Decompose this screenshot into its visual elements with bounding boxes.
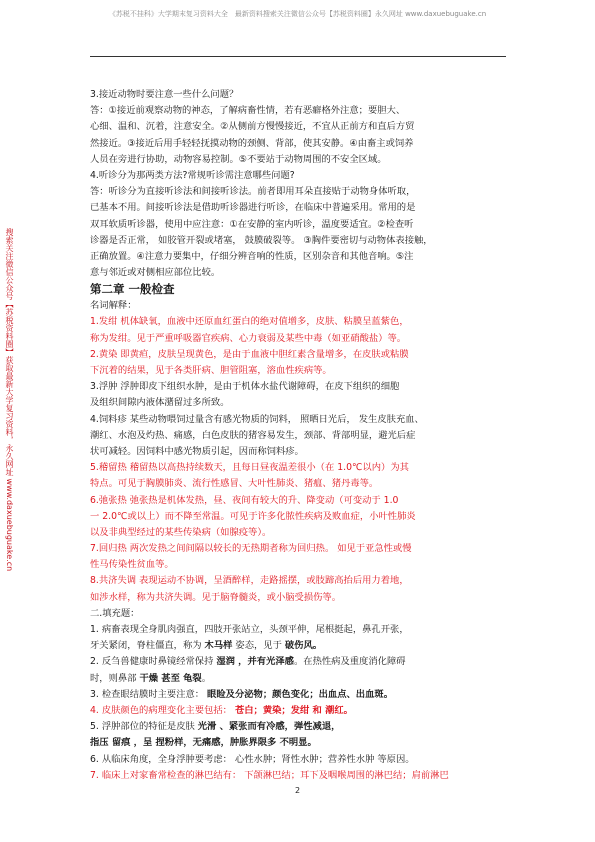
answer-text: 湿润 ，并有光泽感 bbox=[216, 656, 294, 668]
answer-text: 眼睑及分泌物；颜色变化；出血点、出血斑。 bbox=[207, 688, 393, 700]
text-span: 时，则鼻部 bbox=[90, 672, 140, 684]
text-line: 答：①接近前观察动物的神态，了解病畜性情，若有恶癖格外注意；要胆大、 bbox=[90, 105, 406, 117]
text-line: 以及非典型经过的某些传染病（如腺疫等）。 bbox=[90, 526, 272, 538]
text-line: 4.听诊分为那两类方法?常规听诊需注意哪些问题? bbox=[90, 169, 295, 181]
text-line: 人员在旁进行协助，动物容易控制。⑤不要站于动物周围的不安全区域。 bbox=[90, 153, 387, 165]
text-line: 3.接近动物时要注意一些什么问题？ bbox=[90, 89, 239, 100]
text-line: 7.回归热 两次发热之间间隔以较长的无热期者称为回归热。 如见于亚急性或慢 bbox=[90, 543, 412, 555]
document-body bbox=[90, 87, 510, 784]
text-span: 5. 浮肿部位的特征是皮肤 bbox=[90, 721, 198, 733]
text-line: 特点。可见于胸膜肺炎、流行性感冒、大叶性肺炎、猪瘟、猪丹毒等。 bbox=[90, 478, 379, 490]
text-line: 一 2.0℃或以上）而不降至常温。可见于许多化脓性疾病及败血症，小叶性肺炎 bbox=[90, 510, 416, 522]
text-line: 称为发绀。见于严重呼吸器官疾病、心力衰弱及某些中毒（如亚硝酸盐）等。 bbox=[90, 332, 407, 344]
text-line: 2.黄染 即黄疸，皮肤呈现黄色，是由于血液中胆红素含量增多，在皮肤或粘膜 bbox=[90, 348, 409, 360]
text-line: 心细、温和、沉着，注意安全。②从侧前方慢慢接近，不宜从正前方和直后方贸 bbox=[90, 121, 415, 133]
text-line: 二.填充题： bbox=[90, 607, 140, 619]
text-span: 4. 皮肤颜色的病理变化主要包括： bbox=[90, 704, 235, 716]
answer-text: 苍白；黄染；发绀 和 潮红。 bbox=[234, 704, 353, 716]
text-span: 姿态，见于 bbox=[232, 640, 285, 652]
page-number: 2 bbox=[294, 786, 301, 795]
text-line bbox=[90, 735, 510, 751]
text-span: 牙关紧闭，脊柱僵直，称为 bbox=[90, 640, 205, 652]
text-line bbox=[90, 654, 510, 670]
text-line bbox=[90, 703, 510, 719]
text-line: 下沉着的结果，见于各类肝病、胆管阻塞，溶血性疾病等。 bbox=[90, 365, 332, 376]
text-line: 7. 临床上对家畜常检查的淋巴结有： 下颌淋巴结；耳下及咽喉周围的淋巴结；肩前淋巴 bbox=[90, 769, 449, 781]
page-header-watermark: 《苏税不挂科》大学期末复习资料大全 最新资料搜索关注微信公众号【苏税资料圈】永久网址 www.daxuebuguake.cn bbox=[108, 10, 487, 18]
text-span: 3. 检查眼结膜时主要注意： bbox=[90, 688, 208, 700]
text-line: 及组织间隙内液体潴留过多所致。 bbox=[90, 397, 230, 409]
text-line bbox=[90, 719, 510, 735]
text-span: 。 bbox=[201, 672, 212, 684]
text-line: 3.浮肿 浮肿即皮下组织水肿，是由于机体水盐代谢障碍，在皮下组织的细胞 bbox=[90, 381, 400, 393]
text-line: 8.共济失调 表现运动不协调，呈酒醉样，走路摇摆，或肢蹄高抬后用力着地， bbox=[90, 575, 409, 587]
side-watermark: 搜索关注微信公众号【苏税资料圈】获取最新大学复习资料，永久网址 www.daxuebuguake.cn bbox=[5, 228, 14, 572]
text-line: 然接近。③接近后用手轻轻抚摸动物的颈侧、背部，使其安静。④由畜主或饲养 bbox=[90, 137, 414, 149]
text-line bbox=[90, 687, 510, 703]
text-line: 意与邻近或对侧相应部位比较。 bbox=[90, 267, 221, 279]
text-line: 6. 从临床角度，全身浮肿要考虑： 心性水肿；肾性水肿；营养性水肿 等原因。 bbox=[90, 753, 415, 765]
text-line: 5.稽留热 稽留热以高热持续数天，且每日昼夜温差很小（在 1.0℃以内）为其 bbox=[90, 462, 409, 474]
answer-text: 木马样 bbox=[204, 640, 233, 652]
text-line: 4.饲料疹 某些动物喂饲过量含有感光物质的饲料， 照晒日光后， 发生皮肤充血、 bbox=[90, 413, 424, 425]
text-line: 双耳软质听诊器，使用中应注意：①在安静的室内听诊，温度要适宜。②检查听 bbox=[90, 218, 414, 230]
text-line: 已基本不用。间接听诊法是借助听诊器进行听诊，在临床中普遍采用。常用的是 bbox=[90, 202, 416, 214]
text-line bbox=[90, 671, 510, 687]
text-line: 1.发绀 机体缺氧，血液中还原血红蛋白的绝对值增多，皮肤、粘膜呈蓝紫色， bbox=[90, 316, 409, 328]
answer-text: 破伤风。 bbox=[284, 640, 323, 652]
text-line: 6.弛张热 弛张热是机体发热，昼、夜间有较大的升、降变动（可变动于 1.0 bbox=[90, 494, 399, 506]
answer-text: 光滑 、紧张而有冷感，弹性减退， bbox=[197, 721, 341, 733]
answer-text: 指压 留痕 ，呈 捏粉样，无痛感，肿胀界限多 不明显。 bbox=[90, 737, 317, 749]
text-line: 正确放置。④注意力要集中，仔细分辨音响的性质，区别杂音和其他音响。⑤注 bbox=[90, 250, 414, 262]
text-line: 状可减轻。因饲料中感光物质引起，因而称饲料疹。 bbox=[90, 445, 304, 457]
text-line: 1. 病畜表现全身肌肉强直，四肢开张站立，头颈平伸，尾根挺起，鼻孔开张， bbox=[90, 624, 409, 635]
header-divider bbox=[90, 56, 506, 57]
text-line bbox=[90, 638, 510, 654]
text-line: 如涉水样，称为共济失调。见于脑脊髓炎，或小脑受损伤等。 bbox=[90, 591, 342, 603]
text-span: 2. 反刍兽健康时鼻镜经常保持 bbox=[90, 656, 217, 668]
text-line: 潮红、水泡及灼热、痛感，白色皮肤的猪容易发生，颈部、背部明显，避光后症 bbox=[90, 429, 416, 441]
text-line: 答：听诊分为直接听诊法和间接听诊法。前者即用耳朵直接贴于动物身体听取， bbox=[90, 186, 416, 198]
text-span: 。在热性病及重度消化障碍 bbox=[293, 656, 406, 668]
answer-text: 干燥 甚至 龟裂 bbox=[139, 672, 202, 684]
text-line: 诊器是否正常， 如胶管开裂或堵塞， 鼓膜破裂等。 ③胸件要密切与动物体表接触， bbox=[90, 234, 433, 246]
chapter-heading: 第二章 一般检查 bbox=[90, 282, 175, 297]
text-line: 名词解释： bbox=[90, 300, 137, 312]
text-line: 性马传染性贫血等。 bbox=[90, 559, 174, 571]
